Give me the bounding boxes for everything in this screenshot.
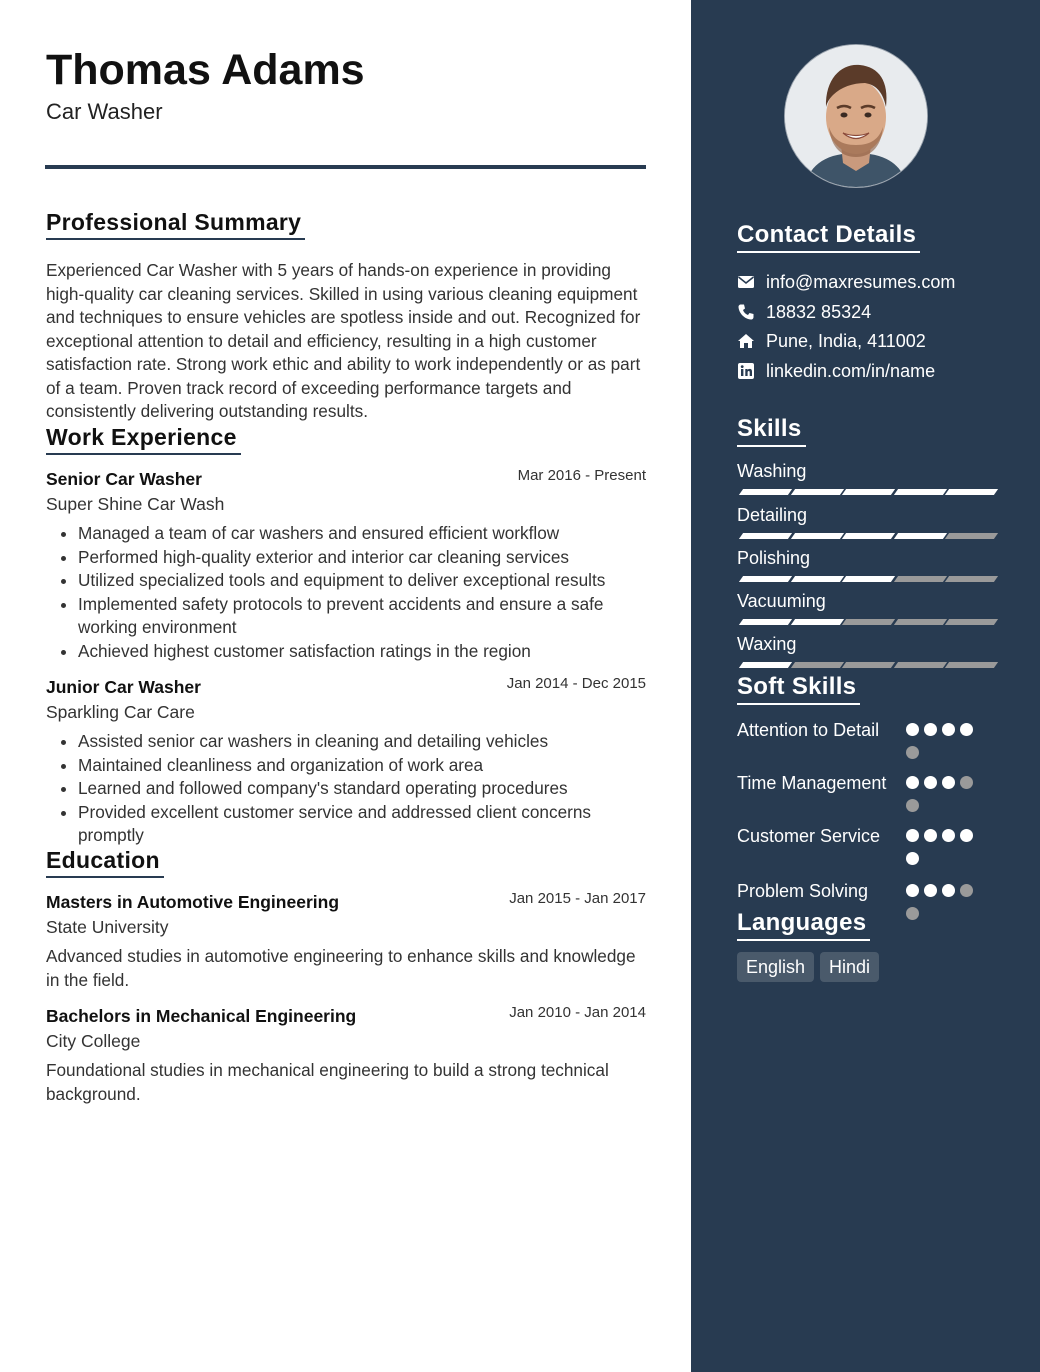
job-bullet: • Implemented safety protocols to prevent accidents and ensure a safe working environment (78, 593, 646, 640)
candidate-name: Thomas Adams (46, 46, 365, 94)
skill-level-segment (893, 489, 946, 495)
contact-email-text: info@maxresumes.com (766, 272, 956, 292)
profile-photo (784, 44, 928, 188)
education-entry (46, 892, 646, 992)
rating-dot (906, 852, 919, 865)
skill-level-segment (945, 619, 998, 625)
summary-heading: Professional Summary (46, 208, 305, 240)
rating-dot (960, 884, 973, 897)
skill-level-bar (737, 489, 993, 495)
rating-dot (906, 799, 919, 812)
rating-dot (960, 776, 973, 789)
rating-dot (906, 776, 919, 789)
skill-level-segment (945, 533, 998, 539)
job-bullet: • Performed high-quality exterior and interior car cleaning services (78, 546, 646, 570)
rating-dot (924, 776, 937, 789)
languages-heading: Languages (737, 909, 870, 941)
skill-item (737, 504, 993, 526)
job-bullets (46, 730, 646, 848)
contact-linkedin[interactable] (737, 359, 1027, 383)
job-bullet: • Managed a team of car washers and ensured efficient workflow (78, 522, 646, 546)
job-bullet: • Learned and followed company's standard operating procedures (78, 777, 646, 801)
skill-level-bar (737, 576, 993, 582)
rating-dot (942, 776, 955, 789)
skill-level-bar (737, 533, 993, 539)
rating-dot (924, 829, 937, 842)
degree-title: Bachelors in Mechanical Engineering (46, 1006, 357, 1026)
skill-level-segment (739, 576, 792, 582)
soft-skill-rating (906, 884, 986, 930)
phone-icon (737, 303, 755, 321)
skill-level-bar (737, 662, 993, 668)
rating-dot (906, 884, 919, 897)
soft-skill-rating (906, 776, 986, 822)
job-bullet: • Assisted senior car washers in cleaning and detailing vehicles (78, 730, 646, 754)
rating-dot (942, 884, 955, 897)
experience-heading: Work Experience (46, 423, 241, 455)
skill-name: Waxing (737, 634, 797, 654)
candidate-title: Car Washer (46, 99, 163, 124)
language-tag: English (737, 952, 814, 982)
job-title: Senior Car Washer (46, 469, 202, 489)
rating-dot (906, 829, 919, 842)
soft-skills-heading: Soft Skills (737, 673, 860, 705)
person-portrait-icon (785, 45, 927, 187)
job-bullet: • Provided excellent customer service and addressed client concerns promptly (78, 801, 646, 848)
header-divider (45, 165, 646, 169)
skill-level-segment (945, 662, 998, 668)
skill-level-segment (842, 619, 895, 625)
skills-heading: Skills (737, 415, 806, 447)
skill-level-segment (790, 489, 843, 495)
job-entry (46, 469, 646, 663)
rating-dot (924, 884, 937, 897)
rating-dot (960, 829, 973, 842)
skill-level-segment (739, 619, 792, 625)
education-entry (46, 1006, 646, 1106)
soft-skill-name: Attention to Detail (737, 720, 880, 740)
skill-name: Washing (737, 461, 807, 481)
skill-level-segment (790, 662, 843, 668)
skill-level-segment (739, 489, 792, 495)
skill-level-segment (945, 576, 998, 582)
job-company: Super Shine Car Wash (46, 494, 225, 514)
soft-skill-rating (906, 723, 986, 769)
job-bullet: • Maintained cleanliness and organization of work area (78, 754, 646, 778)
education-description: Foundational studies in mechanical engineering to build a strong technical background. (46, 1060, 609, 1104)
skill-level-segment (842, 576, 895, 582)
contact-phone[interactable] (737, 300, 1027, 324)
education-dates: Jan 2010 - Jan 2014 (509, 1004, 646, 1021)
envelope-icon (737, 273, 755, 291)
soft-skill-name: Customer Service (737, 826, 881, 846)
contact-address (737, 329, 1027, 353)
skill-name: Vacuuming (737, 591, 826, 611)
summary-text: Experienced Car Washer with 5 years of hands-on experience in providing high-quality car cleaning services. Skilled in using various cleaning equipment and techniques to ensure vehicles are spotless inside and out. Recognized for exceptional attention to detail and efficiency, resulting in a high customer satisfaction rate. Strong work ethic and ability to work independently or as part of a team. Proven track record of exceeding performance targets and consistently delivering outstanding results. (46, 260, 641, 421)
rating-dot (942, 829, 955, 842)
skill-level-bar (737, 619, 993, 625)
contact-linkedin-text: linkedin.com/in/name (766, 361, 936, 381)
education-heading: Education (46, 846, 164, 878)
skill-level-segment (893, 619, 946, 625)
degree-title: Masters in Automotive Engineering (46, 892, 340, 912)
school-name: City College (46, 1031, 141, 1051)
rating-dot (942, 723, 955, 736)
job-dates: Jan 2014 - Dec 2015 (506, 675, 646, 692)
skill-level-segment (790, 619, 843, 625)
job-company: Sparkling Car Care (46, 702, 195, 722)
linkedin-icon (737, 362, 755, 380)
skill-level-segment (739, 533, 792, 539)
skill-item (737, 590, 993, 612)
skill-level-segment (842, 533, 895, 539)
sidebar (691, 0, 1040, 1372)
language-tag: Hindi (820, 952, 879, 982)
job-bullet: • Utilized specialized tools and equipment to deliver exceptional results (78, 569, 646, 593)
job-dates: Mar 2016 - Present (517, 467, 646, 484)
rating-dot (906, 746, 919, 759)
soft-skill-name: Problem Solving (737, 881, 869, 901)
rating-dot (960, 723, 973, 736)
skill-level-segment (893, 662, 946, 668)
contact-heading: Contact Details (737, 221, 920, 253)
rating-dot (906, 723, 919, 736)
rating-dot (924, 723, 937, 736)
soft-skill-name: Time Management (737, 773, 887, 793)
skill-level-segment (893, 533, 946, 539)
skill-name: Polishing (737, 548, 811, 568)
contact-address-text: Pune, India, 411002 (766, 331, 926, 351)
skill-item (737, 460, 993, 482)
home-icon (737, 332, 755, 350)
education-dates: Jan 2015 - Jan 2017 (509, 890, 646, 907)
skill-level-segment (790, 533, 843, 539)
soft-skill-rating (906, 829, 986, 875)
skill-level-segment (739, 662, 792, 668)
skill-level-segment (842, 662, 895, 668)
skill-name: Detailing (737, 505, 808, 525)
job-bullet: • Achieved highest customer satisfaction ratings in the region (78, 640, 646, 664)
contact-email[interactable] (737, 270, 1027, 294)
rating-dot (906, 907, 919, 920)
education-description: Advanced studies in automotive engineering to enhance skills and knowledge in the field. (46, 946, 636, 990)
job-bullets (46, 522, 646, 663)
skill-item (737, 633, 993, 655)
skill-level-segment (842, 489, 895, 495)
skill-level-segment (893, 576, 946, 582)
job-title: Junior Car Washer (46, 677, 201, 697)
skill-level-segment (790, 576, 843, 582)
job-entry (46, 677, 646, 848)
skill-item (737, 547, 993, 569)
skill-level-segment (945, 489, 998, 495)
school-name: State University (46, 917, 169, 937)
contact-phone-text: 18832 85324 (766, 302, 872, 322)
